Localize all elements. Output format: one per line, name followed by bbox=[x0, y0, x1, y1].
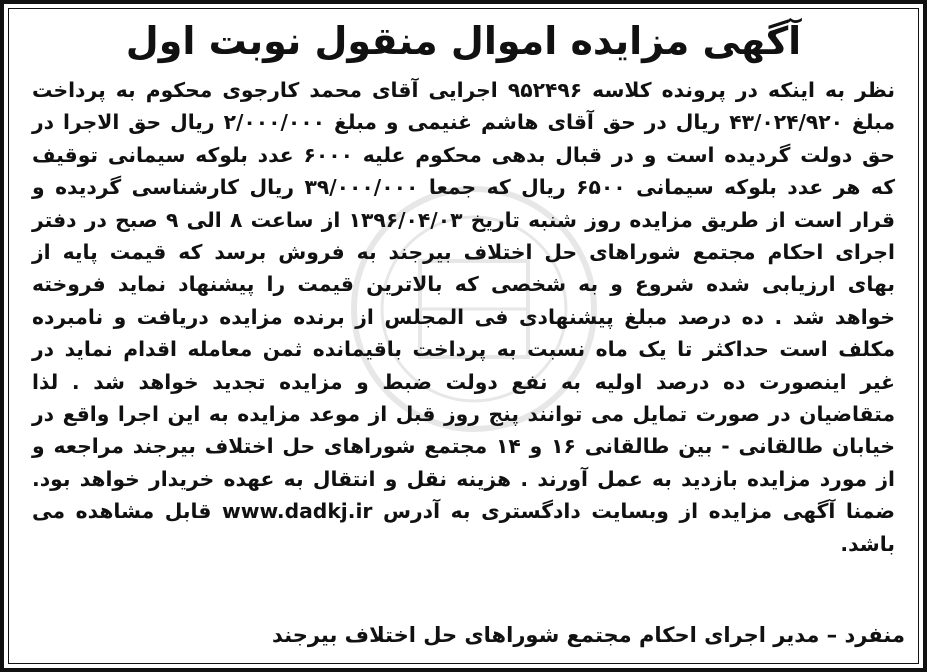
body-text-after-link: قابل مشاهده می باشد. bbox=[32, 499, 895, 556]
body-text-before-link: نظر به اینکه در پرونده کلاسه ۹۵۲۴۹۶ اجرایی آقای محمد کارجوی محکوم به پرداخت مبلغ ۴۳/۰۲۴/۹۲۰ ریال در حق آقای هاشم غنیمی و مبلغ ۲/۰۰۰/۰۰۰ ریال حق الاجرا در حق دولت گردیده است و در قبال بدهی محکوم علیه ۶۰۰۰ عدد بلوکه سیمانی توقیف که هر عدد بلوکه سیمانی ۶۵۰۰ ریال که جمعا ۳۹/۰۰۰/۰۰۰ ریال کارشناسی گردیده و قرار است از طریق مزایده روز شنبه تاریخ ۱۳۹۶/۰۴/۰۳ از ساعت ۸ الی ۹ صبح در دفتر اجرای احکام مجتمع شوراهای حل اختلاف بیرجند به فروش برسد که قیمت پایه از بهای ارزیابی شده شروع و به شخصی که بالاترین قیمت را پیشنهاد نماید فروخته خواهد شد . ده درصد مبلغ پیشنهادی فی المجلس از برنده مزایده دریافت و نامبرده مکلف است حداکثر تا یک ماه نسبت به پرداخت باقیمانده ثمن معامله اقدام نماید در غیر اینصورت ده درصد اولیه به نفع دولت ضبط و مزایده تجدید خواهد شد . لذا متقاضیان در صورت تمایل می توانند پنج روز قبل از موعد مزایده به این اجرا واقع در خیابان طالقانی - بین طالقانی ۱۶ و ۱۴ مجتمع شوراهای حل اختلاف بیرجند مراجعه و از مورد مزایده بازدید به عمل آورند . هزینه نقل و انتقال به عهده خریدار خواهد بود. ضمنا آگهی مزایده از وبسایت دادگستری به آدرس bbox=[32, 77, 896, 524]
notice-title: آگهی مزایده اموال منقول نوبت اول bbox=[125, 19, 802, 63]
website-text: www.dadkj.ir bbox=[221, 499, 373, 524]
notice-body bbox=[26, 74, 901, 560]
signature-line: منفرد – مدیر اجرای احکام مجتمع شوراهای حل اختلاف بیرجند bbox=[272, 622, 905, 647]
